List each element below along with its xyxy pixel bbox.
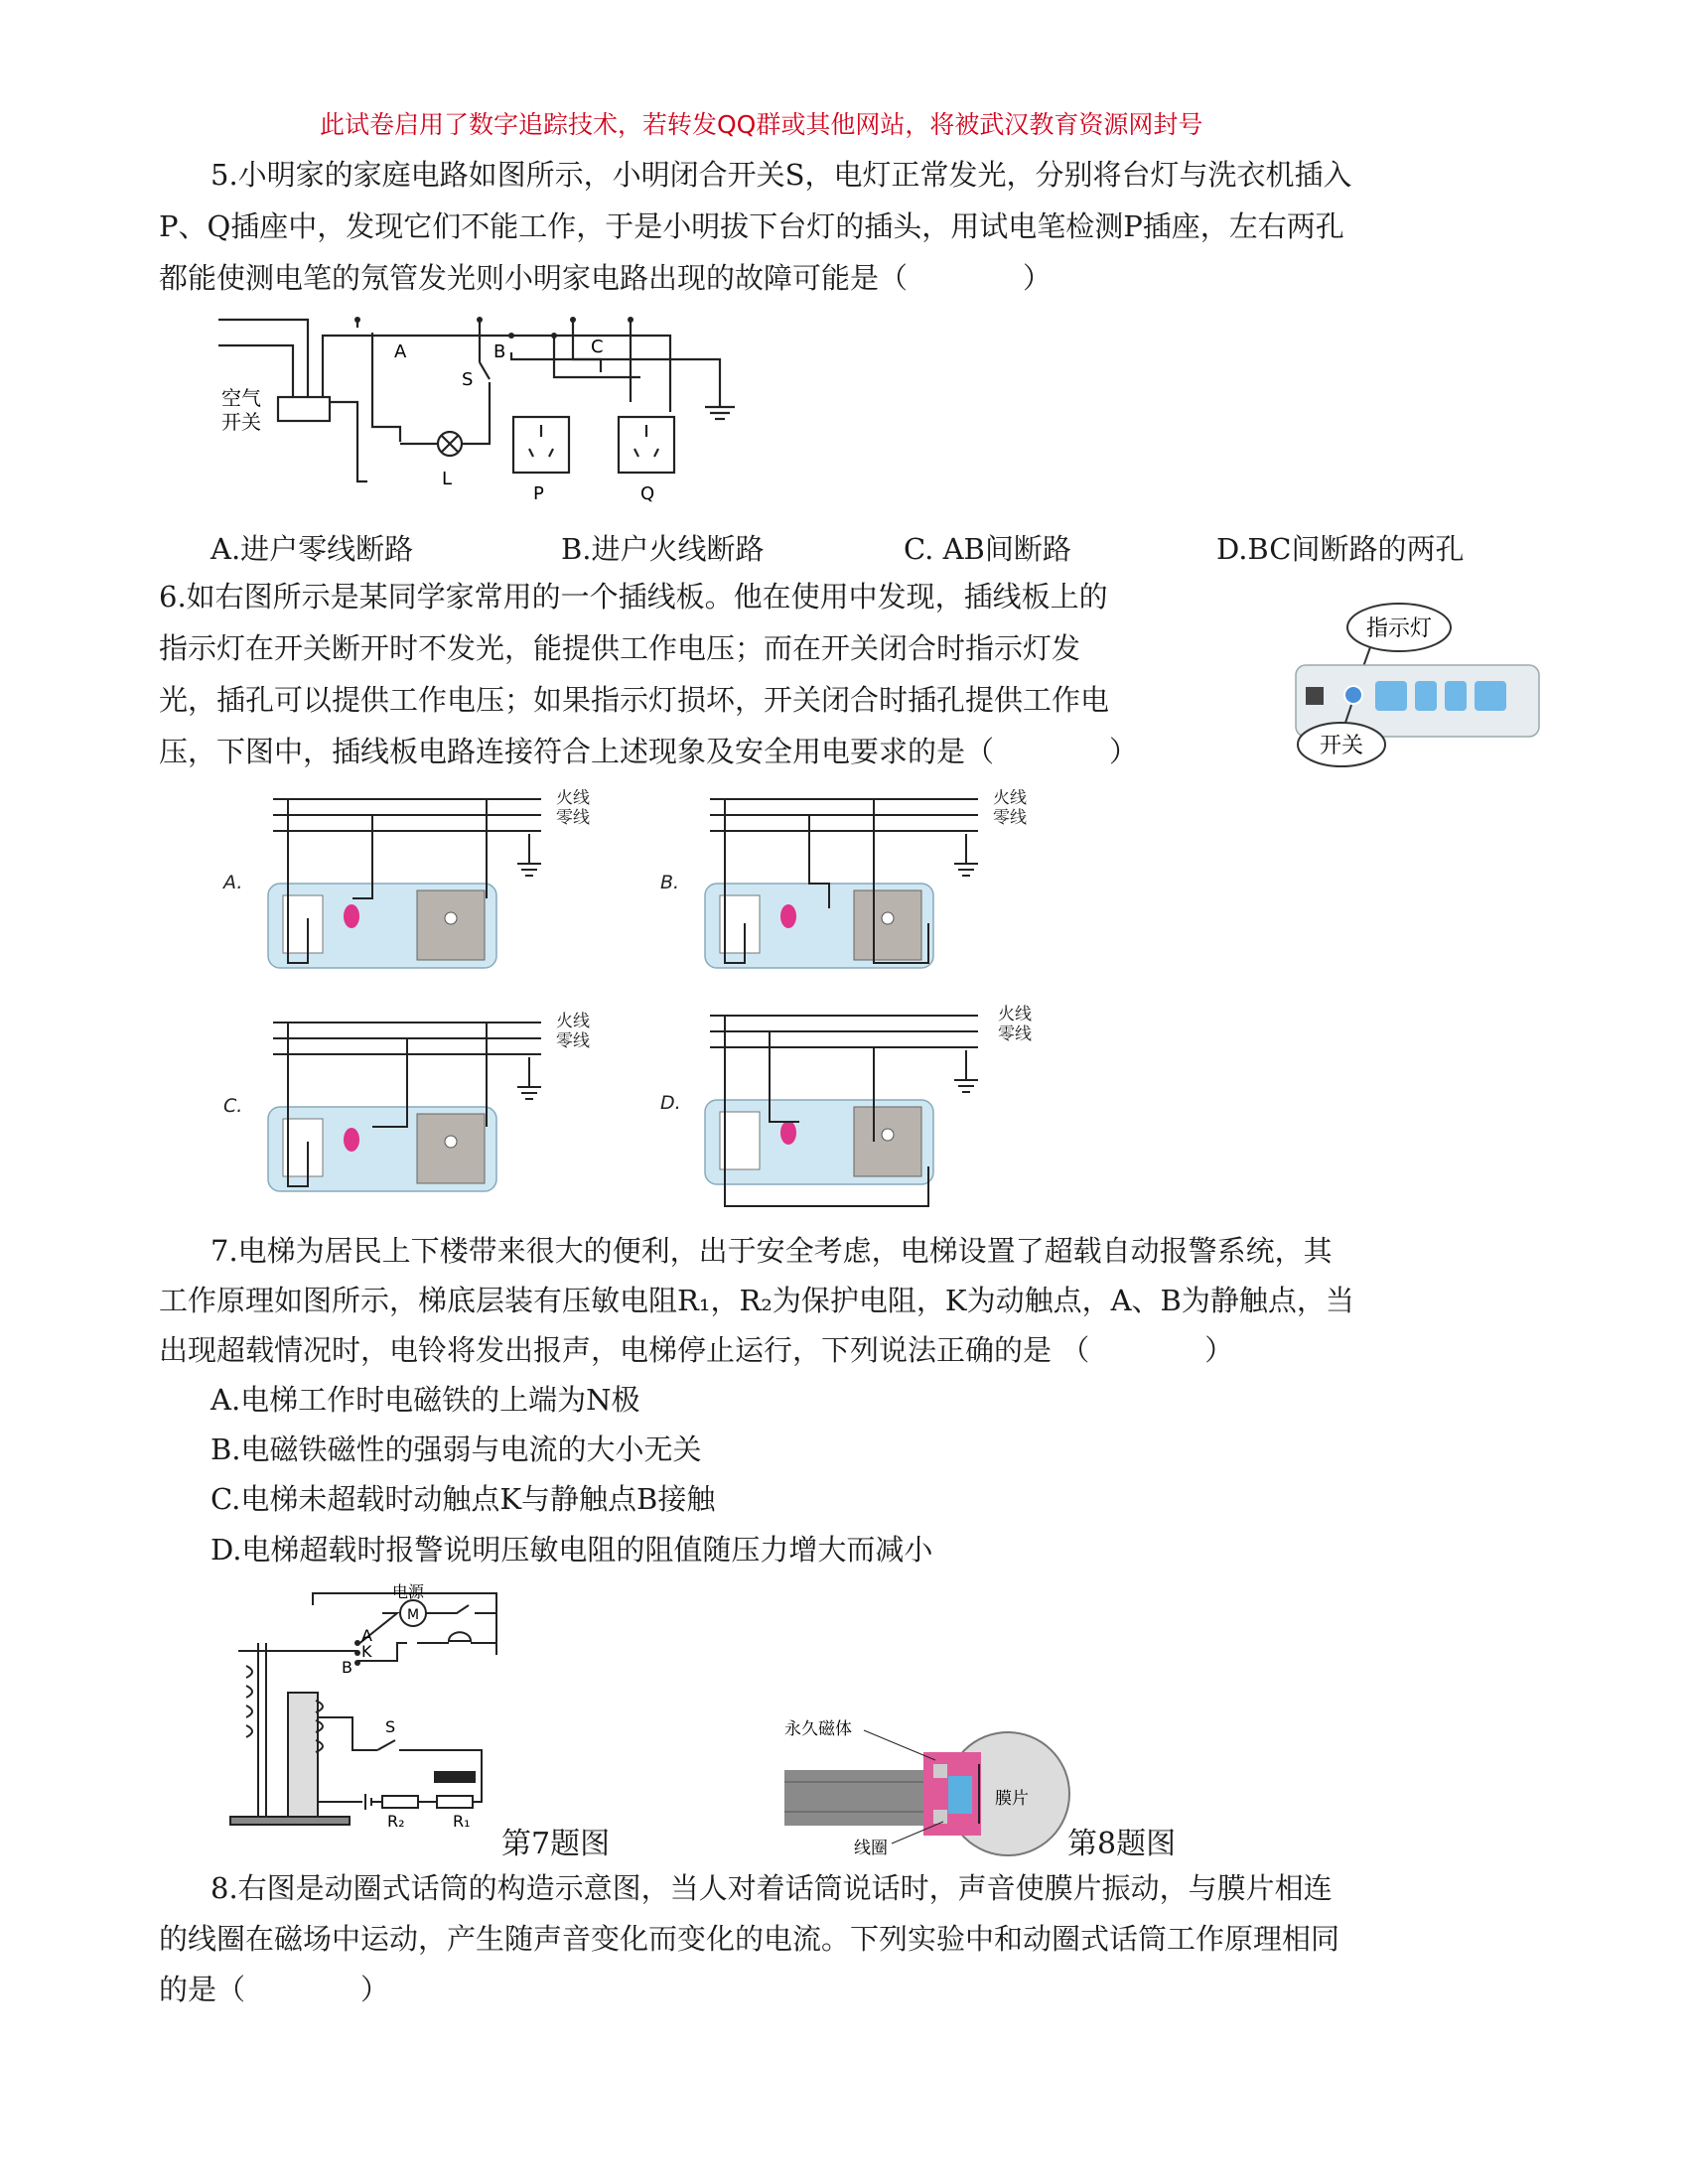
elevator-alarm-circuit	[218, 1583, 536, 1832]
option-c-label: C.	[223, 1095, 243, 1117]
switch-s-label: S	[462, 369, 474, 390]
live-label-a: 火线	[556, 789, 590, 808]
neutral-label-b: 零线	[993, 808, 1027, 828]
power-strip-photo	[1276, 596, 1554, 774]
q5-option-b: B.进户火线断路	[561, 532, 765, 566]
socket-p-label: P	[533, 483, 544, 504]
live-label-d: 火线	[998, 1005, 1032, 1024]
breaker-label-2: 开关	[221, 410, 261, 434]
contact-k-label: K	[361, 1642, 372, 1661]
q7-line-2: 工作原理如图所示，梯底层装有压敏电阻R₁，R₂为保护电阻，K为动触点，A、B为静触点，当	[159, 1284, 1354, 1317]
q6-option-diagrams	[213, 789, 1077, 1221]
breaker-label-1: 空气	[221, 386, 261, 410]
q5-option-c: C. AB间断路	[904, 532, 1071, 566]
neutral-label-a: 零线	[556, 808, 590, 828]
contact-a-label: A	[361, 1626, 372, 1645]
q8-line-1: 8.右图是动圈式话筒的构造示意图，当人对着话筒说话时，声音使膜片振动，与膜片相连	[211, 1871, 1333, 1905]
neutral-label-c: 零线	[556, 1031, 590, 1051]
q5-option-a: A.进户零线断路	[211, 532, 414, 566]
q5-line-2: P、Q插座中，发现它们不能工作，于是小明拔下台灯的插头，用试电笔检测P插座，左右两孔	[159, 209, 1344, 243]
switch-icon	[1344, 686, 1362, 704]
microphone-diagram	[784, 1712, 1072, 1861]
q7-option-a: A.电梯工作时电磁铁的上端为N极	[211, 1383, 640, 1417]
magnet-label: 永久磁体	[784, 1719, 852, 1739]
q7-option-b: B.电磁铁磁性的强弱与电流的大小无关	[211, 1433, 702, 1466]
diaphragm-label: 膜片	[995, 1789, 1029, 1809]
q7-caption: 第7题图	[501, 1827, 611, 1861]
r1-label: R₁	[453, 1812, 471, 1831]
node-c-label: C	[591, 337, 604, 357]
option-d-label: D.	[660, 1092, 681, 1114]
power-label: 电源	[392, 1583, 425, 1601]
q6-line-1: 6.如右图所示是某同学家常用的一个插线板。他在使用中发现，插线板上的	[159, 580, 1108, 614]
coil-label: 线圈	[854, 1839, 888, 1858]
q6-line-4: 压，下图中，插线板电路连接符合上述现象及安全用电要求的是（ ）	[159, 735, 1139, 768]
live-label-b: 火线	[993, 789, 1027, 808]
q6-line-3: 光，插孔可以提供工作电压；如果指示灯损坏，开关闭合时插孔提供工作电	[159, 683, 1110, 717]
q8-line-3: 的是（ ）	[159, 1973, 390, 2006]
option-b-label: B.	[660, 872, 680, 893]
q8-caption: 第8题图	[1067, 1827, 1177, 1861]
socket-q-label: Q	[640, 483, 655, 504]
option-a-label: A.	[223, 872, 243, 893]
switch-s-label-q7: S	[385, 1717, 396, 1736]
live-label-c: 火线	[556, 1012, 590, 1031]
q7-line-3: 出现超载情况时，电铃将发出报声，电梯停止运行，下列说法正确的是 （ ）	[159, 1333, 1234, 1367]
motor-label: M	[407, 1607, 420, 1623]
q7-option-d: D.电梯超载时报警说明压敏电阻的阻值随压力增大而减小	[211, 1533, 933, 1567]
neutral-label-d: 零线	[998, 1024, 1032, 1044]
contact-b-label: B	[342, 1658, 352, 1677]
node-a-label: A	[394, 341, 407, 362]
q6-line-2: 指示灯在开关断开时不发光，能提供工作电压；而在开关闭合时指示灯发	[159, 631, 1081, 665]
q5-option-d: D.BC间断路的两孔	[1216, 532, 1465, 566]
indicator-label: 指示灯	[1365, 616, 1433, 641]
node-b-label: B	[493, 341, 506, 362]
r2-label: R₂	[387, 1812, 405, 1831]
q5-line-1: 5.小明家的家庭电路如图所示，小明闭合开关S，电灯正常发光，分别将台灯与洗衣机插入	[211, 158, 1352, 192]
q5-circuit-diagram	[213, 308, 770, 516]
switch-label: 开关	[1319, 734, 1364, 758]
q7-line-1: 7.电梯为居民上下楼带来很大的便利，出于安全考虑，电梯设置了超载自动报警系统，其	[211, 1234, 1333, 1268]
q5-line-3: 都能使测电笔的氖管发光则小明家电路出现的故障可能是（ ）	[159, 261, 1053, 295]
q7-option-c: C.电梯未超载时动触点K与静触点B接触	[211, 1482, 716, 1516]
lamp-l-label: L	[442, 469, 453, 489]
q8-line-2: 的线圈在磁场中运动，产生随声音变化而变化的电流。下列实验中和动圈式话筒工作原理相同	[159, 1922, 1340, 1956]
tracking-banner: 此试卷启用了数字追踪技术，若转发QQ群或其他网站，将被武汉教育资源网封号	[320, 110, 1203, 139]
